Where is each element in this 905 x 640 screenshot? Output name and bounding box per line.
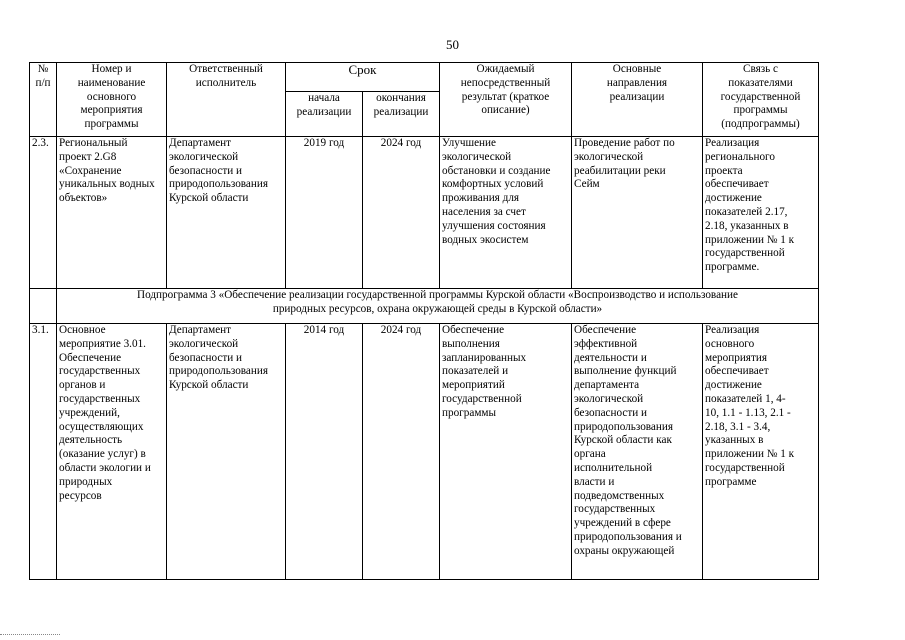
table-row: [30, 324, 819, 580]
header-name: Номер и наименование основного мероприятия программы: [57, 63, 167, 137]
row-num: 3.1.: [30, 324, 57, 580]
page-bottom-divider: [0, 634, 60, 635]
subprogram-row: [30, 289, 819, 324]
row-name: Основное мероприятие 3.01. Обеспечение государственных органов и государственных учреждений, осуществляющих деятельность (оказание услуг) в области экологии и природных ресурсов: [57, 324, 167, 580]
row-start: 2019 год: [286, 137, 363, 289]
header-directions: Основные направления реализации: [572, 63, 703, 137]
program-activities-table: [29, 62, 819, 580]
header-num: № п/п: [30, 63, 57, 137]
header-term: Срок: [286, 63, 440, 92]
header-result: Ожидаемый непосредственный результат (краткое описание): [440, 63, 572, 137]
header-link: Связь с показателями государственной программы (подпрограммы): [703, 63, 819, 137]
row-end: 2024 год: [363, 137, 440, 289]
header-start: начала реализации: [286, 92, 363, 137]
row-start: 2014 год: [286, 324, 363, 580]
row-link: Реализация регионального проекта обеспечивает достижение показателей 2.17, 2.18, указанных в приложении № 1 к государственной программе.: [703, 137, 819, 289]
header-row-1: [30, 63, 819, 92]
table-row: [30, 137, 819, 289]
row-directions: Проведение работ по экологической реабилитации реки Сейм: [572, 137, 703, 289]
subprogram-num-cell: [30, 289, 57, 324]
row-result: Обеспечение выполнения запланированных показателей и мероприятий государственной программы: [440, 324, 572, 580]
page-number: 50: [446, 37, 459, 52]
row-result: Улучшение экологической обстановки и создание комфортных условий проживания для населения за счет улучшения состояния водных экосистем: [440, 137, 572, 289]
row-executor: Департамент экологической безопасности и природопользования Курской области: [167, 137, 286, 289]
row-directions: Обеспечение эффективной деятельности и выполнение функций департамента экологической безопасности и природопользования Курской области как органа исполнительной власти и подведомственных государственных учреждений в сфере природопользования и охраны окружающей: [572, 324, 703, 580]
row-link: Реализация основного мероприятия обеспечивает достижение показателей 1, 4- 10, 1.1 - 1.13, 2.1 - 2.18, 3.1 - 3.4, указанных в приложении № 1 к государственной программе: [703, 324, 819, 580]
row-executor: Департамент экологической безопасности и природопользования Курской области: [167, 324, 286, 580]
header-end: окончания реализации: [363, 92, 440, 137]
row-end: 2024 год: [363, 324, 440, 580]
row-name: Региональный проект 2.G8 «Сохранение уникальных водных объектов»: [57, 137, 167, 289]
subprogram-title: Подпрограмма 3 «Обеспечение реализации государственной программы Курской области «Воспроизводство и использование природных ресурсов, охрана окружающей среды в Курской области»: [57, 289, 819, 324]
row-num: 2.3.: [30, 137, 57, 289]
header-executor: Ответственный исполнитель: [167, 63, 286, 137]
